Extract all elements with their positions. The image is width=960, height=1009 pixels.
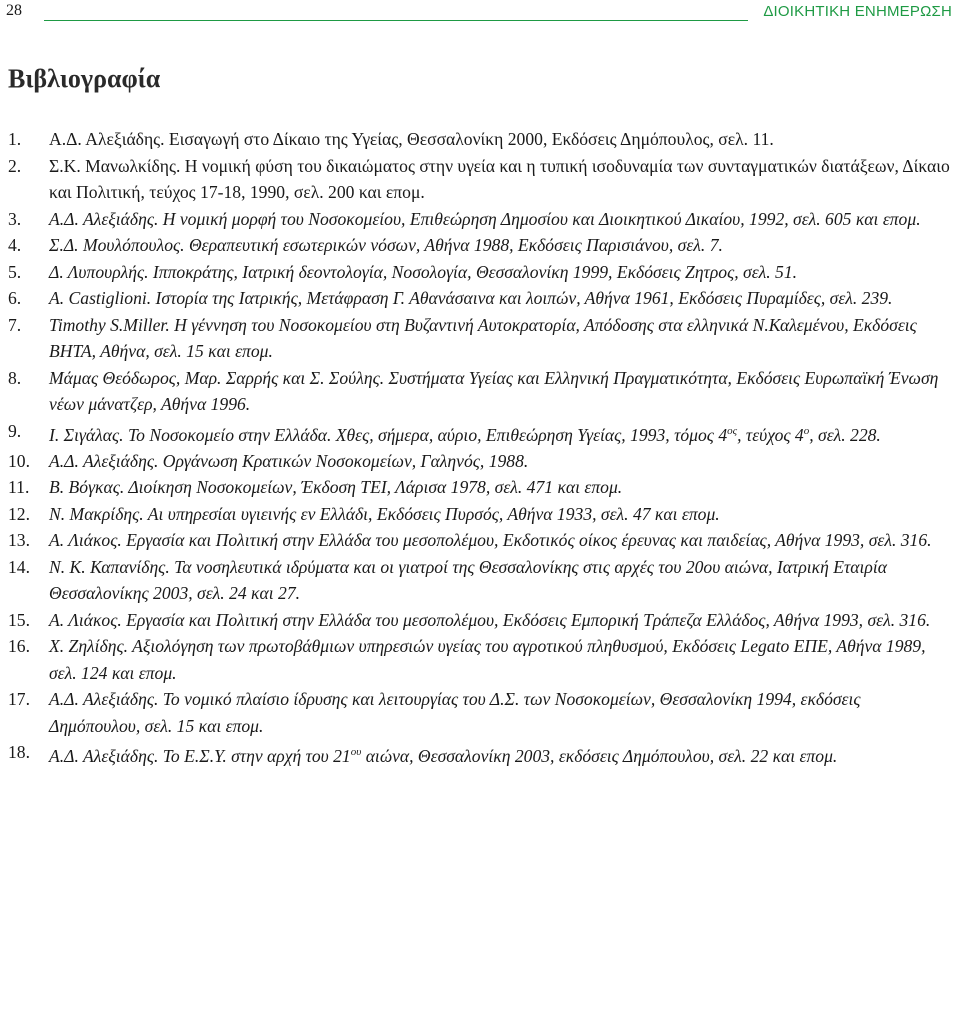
reference-number: 14. (8, 556, 30, 577)
reference-text: Μάμας Θεόδωρος, Μαρ. Σαρρής και Σ. Σούλης. Συστήματα Υγείας και Ελληνική Πραγματικότητα, Εκδόσεις Ευρωπαϊκή Ένωση νέων μάνατζερ, Αθήνα 1996. (49, 367, 939, 414)
reference-item (0, 554, 960, 607)
reference-item (0, 527, 960, 554)
reference-text: A. Castiglioni. Ιστορία της Ιατρικής, Μετάφραση Γ. Αθανάσαινα και λοιπών, Αθήνα 1961, Εκδόσεις Πυραμίδες, σελ. 239. (49, 288, 893, 308)
reference-number: 7. (8, 314, 22, 335)
page-header (6, 0, 952, 26)
reference-text: Ν. Μακρίδης. Αι υπηρεσίαι υγιεινής εν Ελλάδι, Εκδόσεις Πυρσός, Αθήνα 1933, σελ. 47 και επομ. (49, 503, 720, 524)
reference-number: 13. (8, 530, 30, 551)
reference-text: Α.Δ. Αλεξιάδης. Οργάνωση Κρατικών Νοσοκομείων, Γαληνός, 1988. (49, 450, 529, 471)
header-rule (44, 20, 748, 21)
reference-item (0, 153, 960, 206)
reference-item (0, 232, 960, 259)
reference-item (0, 126, 960, 153)
reference-item (0, 739, 960, 769)
journal-title: ΔΙΟΙΚΗΤΙΚΗ ΕΝΗΜΕΡΩΣΗ (763, 3, 952, 20)
reference-number: 15. (8, 609, 30, 630)
reference-number: 8. (8, 367, 22, 388)
reference-number: 4. (8, 235, 22, 255)
reference-item (0, 259, 960, 286)
reference-text: Ν. Κ. Καπανίδης. Τα νοσηλευτικά ιδρύματα και οι γιατροί της Θεσσαλονίκης στις αρχές του 20ου αιώνα, Ιατρική Εταιρία Θεσσαλονίκης 2003, σελ. 24 και 27. (49, 556, 887, 604)
reference-number: 9. (8, 420, 22, 441)
reference-item (0, 365, 960, 418)
page-number: 28 (6, 2, 22, 19)
reference-item (0, 474, 960, 501)
reference-number: 2. (8, 155, 22, 176)
reference-number: 12. (8, 503, 30, 524)
reference-item (0, 607, 960, 634)
reference-number: 6. (8, 288, 22, 308)
reference-text: Α.Δ. Αλεξιάδης. Η νομική μορφή του Νοσοκομείου, Επιθεώρηση Δημοσίου και Διοικητικού Δικαίου, 1992, σελ. 605 και επομ. (49, 208, 921, 229)
superscript: ου (350, 746, 362, 759)
reference-text: Σ.Δ. Μουλόπουλος. Θεραπευτική εσωτερικών νόσων, Αθήνα 1988, Εκδόσεις Παρισιάνου, σελ. 7. (49, 235, 723, 255)
reference-text: Σ.Κ. Μανωλκίδης. Η νομική φύση του δικαιώματος στην υγεία και η τυπική ισοδυναμία των συνταγματικών διατάξεων, Δίκαιο και Πολιτική, τεύχος 17-18, 1990, σελ. 200 και επομ. (49, 155, 950, 202)
reference-number: 16. (8, 636, 30, 657)
reference-number: 1. (8, 129, 22, 149)
reference-item (0, 418, 960, 448)
reference-text: Α. Λιάκος. Εργασία και Πολιτική στην Ελλάδα του μεσοπολέμου, Εκδόσεις Εμπορική Τράπεζα Ελλάδος, Αθήνα 1993, σελ. 316. (49, 609, 931, 630)
reference-number: 18. (8, 742, 30, 763)
reference-number: 5. (8, 261, 22, 282)
reference-item (0, 686, 960, 739)
reference-item (0, 206, 960, 233)
reference-number: 11. (8, 477, 30, 498)
reference-item (0, 633, 960, 686)
superscript: ος (727, 424, 738, 437)
reference-text: Ι. Σιγάλας. Το Νοσοκομείο στην Ελλάδα. Χθες, σήμερα, αύριο, Επιθεώρηση Υγείας, 1993, τόμος $4^{o\varsigma}$, τεύχος $4^o$, σελ. 228. (49, 424, 881, 445)
reference-number: 3. (8, 208, 22, 229)
reference-text: Timothy S.Miller. Η γέννηση του Νοσοκομείου στη Βυζαντινή Αυτοκρατορία, Απόδοσης στα ελληνικά Ν.Καλεμένου, Εκδόσεις ΒΗΤΑ, Αθήνα, σελ. 15 και επομ. (49, 314, 917, 361)
reference-item (0, 312, 960, 365)
reference-text: Δ. Λυπουρλής. Ιπποκράτης, Ιατρική δεοντολογία, Νοσολογία, Θεσσαλονίκη 1999, Εκδόσεις Ζητρος, σελ. 51. (49, 261, 798, 282)
reference-text: Χ. Ζηλίδης. Αξιολόγηση των πρωτοβάθμιων υπηρεσιών υγείας του αγροτικού πληθυσμού, Εκδόσεις Legato ΕΠΕ, Αθήνα 1989, σελ. 124 και επομ. (49, 636, 926, 683)
reference-number: 10. (8, 450, 30, 471)
reference-item (0, 285, 960, 312)
reference-text: Β. Βόγκας. Διοίκηση Νοσοκομείων, Έκδοση ΤΕΙ, Λάρισα 1978, σελ. 471 και επομ. (49, 477, 623, 498)
reference-list (0, 126, 960, 770)
section-title: Βιβλιογραφία (8, 64, 161, 93)
superscript: ο (803, 424, 810, 437)
reference-text: Α.Δ. Αλεξιάδης. Το Ε.Σ.Υ. στην αρχή του $21^{o\upsilon}$ αιώνα, Θεσσαλονίκη 2003, εκδόσεις Δημόπουλου, σελ. 22 και επομ. (49, 746, 838, 767)
reference-number: 17. (8, 689, 30, 710)
reference-item (0, 448, 960, 475)
reference-item (0, 501, 960, 528)
reference-text: Α.Δ. Αλεξιάδης. Το νομικό πλαίσιο ίδρυσης και λειτουργίας του Δ.Σ. των Νοσοκομείων, Θεσσαλονίκη 1994, εκδόσεις Δημόπουλου, σελ. 15 και επομ. (49, 689, 861, 736)
reference-text: Α. Λιάκος. Εργασία και Πολιτική στην Ελλάδα του μεσοπολέμου, Εκδοτικός οίκος έρευνας και παιδείας, Αθήνα 1993, σελ. 316. (49, 530, 932, 551)
reference-text: Α.Δ. Αλεξιάδης. Εισαγωγή στο Δίκαιο της Υγείας, Θεσσαλονίκη 2000, Εκδόσεις Δημόπουλος, σελ. 11. (49, 129, 774, 149)
